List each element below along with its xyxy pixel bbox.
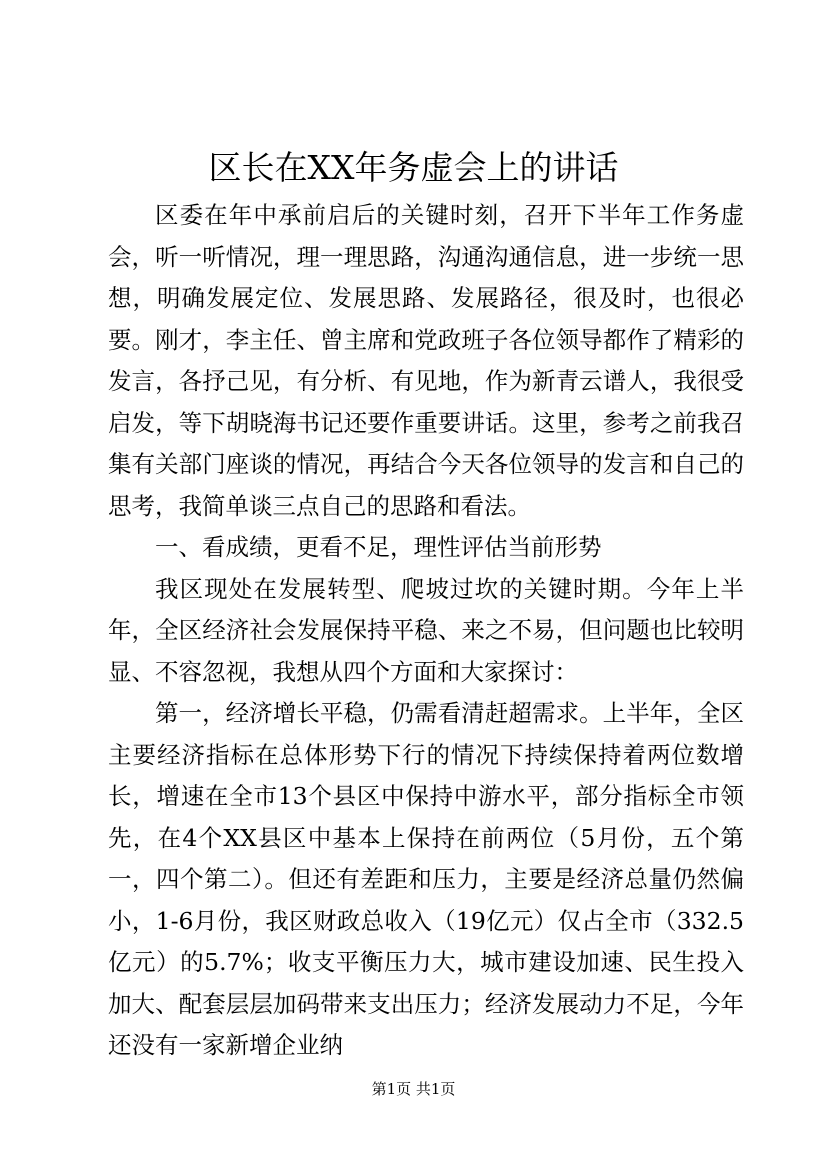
- page-footer: 第1页 共1页: [371, 1080, 456, 1098]
- document-title: 区长在XX年务虚会上的讲话: [208, 148, 619, 187]
- section-heading-1: 一、看成绩，更看不足，理性评估当前形势: [155, 533, 602, 561]
- paragraph-intro: 区委在年中承前启后的关键时刻，召开下半年工作务虚会，听一听情况，理一理思路，沟通沟通信息，进一步统一思想，明确发展定位、发展思路、发展路径，很及时，也很必要。刚才，李主任、曾主席和党政班子各位领导都作了精彩的发言，各抒己见，有分析、有见地，作为新青云谱人，我很受启发，等下胡晓海书记还要作重要讲话。这里，参考之前我召集有关部门座谈的情况，再结合今天各位领导的发言和自己的思考，我简单谈三点自己的思路和看法。: [108, 201, 744, 520]
- paragraph-situation: 我区现处在发展转型、爬坡过坎的关键时期。今年上半年，全区经济社会发展保持平稳、来之不易，但问题也比较明显、不容忽视，我想从四个方面和大家探讨：: [108, 574, 744, 686]
- paragraph-first-point: 第一，经济增长平稳，仍需看清赶超需求。上半年，全区主要经济指标在总体形势下行的情况下持续保持着两位数增长，增速在全市13个县区中保持中游水平，部分指标全市领先，在4个XX县区中基本上保持在前两位（5月份，五个第一，四个第二）。但还有差距和压力，主要是经济总量仍然偏小，1-6月份，我区财政总收入（19亿元）仅占全市（332.5亿元）的5.7%；收支平衡压力大，城市建设加速、民生投入加大、配套层层加码带来支出压力；经济发展动力不足，今年还没有一家新增企业纳: [108, 699, 744, 1059]
- document-body: [108, 195, 744, 1067]
